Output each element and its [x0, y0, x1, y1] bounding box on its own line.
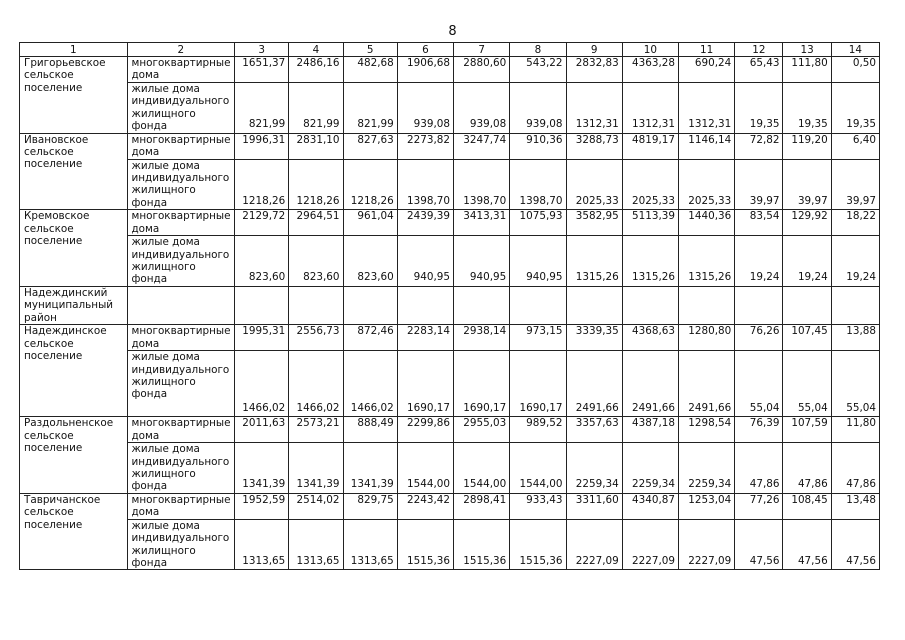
value-cell: 1466,02: [343, 351, 397, 417]
value-cell: 13,88: [831, 325, 879, 351]
settlement-name: Раздольненское сельское поселение: [20, 417, 128, 494]
table-row: [20, 236, 880, 287]
value-cell: 119,20: [783, 133, 831, 159]
value-cell: 1341,39: [235, 443, 289, 494]
value-cell: 5113,39: [622, 210, 678, 236]
table-row: [20, 519, 880, 570]
value-cell: 2227,09: [622, 519, 678, 570]
value-cell: 888,49: [343, 417, 397, 443]
value-cell: 76,26: [735, 325, 783, 351]
value-cell: 47,86: [831, 443, 879, 494]
value-cell: 482,68: [343, 57, 397, 83]
settlement-name: Тавричанское сельское поселение: [20, 493, 128, 570]
tariff-table: [19, 42, 880, 570]
value-cell: 1315,26: [566, 236, 622, 287]
empty-cell: [235, 286, 289, 324]
value-cell: 47,56: [831, 519, 879, 570]
value-cell: 933,43: [510, 493, 566, 519]
housing-type-label: жилые дома индивидуального жилищного фонда: [127, 159, 235, 210]
value-cell: 2273,82: [397, 133, 453, 159]
value-cell: 1313,65: [289, 519, 343, 570]
header-row: [20, 43, 880, 57]
housing-type-label: жилые дома индивидуального жилищного фонда: [127, 83, 235, 134]
value-cell: 940,95: [397, 236, 453, 287]
value-cell: 3288,73: [566, 133, 622, 159]
value-cell: 1906,68: [397, 57, 453, 83]
page-number: 8: [448, 24, 457, 39]
value-cell: 0,50: [831, 57, 879, 83]
column-header: 14: [831, 43, 879, 57]
value-cell: 1341,39: [289, 443, 343, 494]
column-header: 11: [679, 43, 735, 57]
empty-cell: [679, 286, 735, 324]
value-cell: 3311,60: [566, 493, 622, 519]
value-cell: 1515,36: [510, 519, 566, 570]
empty-cell: [343, 286, 397, 324]
settlement-name: Кремовское сельское поселение: [20, 210, 128, 287]
value-cell: 47,56: [783, 519, 831, 570]
value-cell: 827,63: [343, 133, 397, 159]
value-cell: 77,26: [735, 493, 783, 519]
value-cell: 19,24: [735, 236, 783, 287]
value-cell: 939,08: [397, 83, 453, 134]
value-cell: 19,35: [831, 83, 879, 134]
value-cell: 823,60: [343, 236, 397, 287]
value-cell: 3247,74: [454, 133, 510, 159]
value-cell: 2283,14: [397, 325, 453, 351]
column-header: 3: [235, 43, 289, 57]
column-header: 10: [622, 43, 678, 57]
table-row: [20, 159, 880, 210]
value-cell: 2955,03: [454, 417, 510, 443]
value-cell: 823,60: [289, 236, 343, 287]
value-cell: 1995,31: [235, 325, 289, 351]
value-cell: 1398,70: [454, 159, 510, 210]
value-cell: 1398,70: [510, 159, 566, 210]
value-cell: 55,04: [783, 351, 831, 417]
settlement-name: Надеждинское сельское поселение: [20, 325, 128, 417]
housing-type-label: жилые дома индивидуального жилищного фонда: [127, 236, 235, 287]
table-row: [20, 443, 880, 494]
value-cell: 2227,09: [566, 519, 622, 570]
table-row: [20, 133, 880, 159]
value-cell: 4363,28: [622, 57, 678, 83]
value-cell: 1298,54: [679, 417, 735, 443]
table-row: [20, 210, 880, 236]
value-cell: 55,04: [735, 351, 783, 417]
column-header: 1: [20, 43, 128, 57]
value-cell: 973,15: [510, 325, 566, 351]
value-cell: 2898,41: [454, 493, 510, 519]
value-cell: 940,95: [510, 236, 566, 287]
table-row: [20, 57, 880, 83]
value-cell: 2259,34: [566, 443, 622, 494]
value-cell: 1312,31: [622, 83, 678, 134]
value-cell: 13,48: [831, 493, 879, 519]
housing-type-label: многоквартирные дома: [127, 210, 235, 236]
value-cell: 1996,31: [235, 133, 289, 159]
value-cell: 108,45: [783, 493, 831, 519]
value-cell: 111,80: [783, 57, 831, 83]
value-cell: 1515,36: [397, 519, 453, 570]
table-row: [20, 417, 880, 443]
value-cell: 1146,14: [679, 133, 735, 159]
housing-type-label: многоквартирные дома: [127, 493, 235, 519]
value-cell: 2025,33: [566, 159, 622, 210]
settlement-name: Григорьевское сельское поселение: [20, 57, 128, 134]
value-cell: 872,46: [343, 325, 397, 351]
value-cell: 1466,02: [289, 351, 343, 417]
column-header: 2: [127, 43, 235, 57]
housing-type-label: многоквартирные дома: [127, 325, 235, 351]
value-cell: 940,95: [454, 236, 510, 287]
value-cell: 4340,87: [622, 493, 678, 519]
value-cell: 65,43: [735, 57, 783, 83]
value-cell: 2025,33: [679, 159, 735, 210]
value-cell: 2259,34: [679, 443, 735, 494]
value-cell: 4387,18: [622, 417, 678, 443]
column-header: 7: [454, 43, 510, 57]
housing-type-label: многоквартирные дома: [127, 57, 235, 83]
value-cell: 47,86: [783, 443, 831, 494]
value-cell: 2880,60: [454, 57, 510, 83]
value-cell: 1218,26: [289, 159, 343, 210]
settlement-name: Ивановское сельское поселение: [20, 133, 128, 210]
value-cell: 3413,31: [454, 210, 510, 236]
value-cell: 1651,37: [235, 57, 289, 83]
value-cell: 1218,26: [343, 159, 397, 210]
value-cell: 1312,31: [679, 83, 735, 134]
value-cell: 1315,26: [679, 236, 735, 287]
value-cell: 543,22: [510, 57, 566, 83]
district-row: [20, 286, 880, 324]
value-cell: 1313,65: [343, 519, 397, 570]
value-cell: 83,54: [735, 210, 783, 236]
housing-type-label: жилые дома индивидуального жилищного фонда: [127, 443, 235, 494]
empty-cell: [510, 286, 566, 324]
value-cell: 3357,63: [566, 417, 622, 443]
value-cell: 1690,17: [454, 351, 510, 417]
value-cell: 989,52: [510, 417, 566, 443]
value-cell: 2491,66: [566, 351, 622, 417]
value-cell: 2491,66: [679, 351, 735, 417]
value-cell: 1544,00: [397, 443, 453, 494]
value-cell: 39,97: [783, 159, 831, 210]
value-cell: 829,75: [343, 493, 397, 519]
value-cell: 19,35: [735, 83, 783, 134]
value-cell: 72,82: [735, 133, 783, 159]
value-cell: 2573,21: [289, 417, 343, 443]
value-cell: 2486,16: [289, 57, 343, 83]
table-row: [20, 83, 880, 134]
value-cell: 4368,63: [622, 325, 678, 351]
value-cell: 47,86: [735, 443, 783, 494]
value-cell: 1690,17: [397, 351, 453, 417]
value-cell: 821,99: [343, 83, 397, 134]
value-cell: 2964,51: [289, 210, 343, 236]
empty-cell: [735, 286, 783, 324]
housing-type-label: жилые дома индивидуального жилищного фонда: [127, 519, 235, 570]
value-cell: 2299,86: [397, 417, 453, 443]
value-cell: 129,92: [783, 210, 831, 236]
value-cell: 76,39: [735, 417, 783, 443]
value-cell: 39,97: [735, 159, 783, 210]
column-header: 4: [289, 43, 343, 57]
value-cell: 2514,02: [289, 493, 343, 519]
value-cell: 961,04: [343, 210, 397, 236]
value-cell: 1440,36: [679, 210, 735, 236]
value-cell: 1398,70: [397, 159, 453, 210]
value-cell: 910,36: [510, 133, 566, 159]
value-cell: 19,35: [783, 83, 831, 134]
value-cell: 2938,14: [454, 325, 510, 351]
value-cell: 823,60: [235, 236, 289, 287]
table-row: [20, 493, 880, 519]
value-cell: 4819,17: [622, 133, 678, 159]
empty-cell: [397, 286, 453, 324]
empty-cell: [127, 286, 235, 324]
value-cell: 19,24: [831, 236, 879, 287]
column-header: 12: [735, 43, 783, 57]
value-cell: 2259,34: [622, 443, 678, 494]
value-cell: 1280,80: [679, 325, 735, 351]
value-cell: 3582,95: [566, 210, 622, 236]
value-cell: 2025,33: [622, 159, 678, 210]
value-cell: 2243,42: [397, 493, 453, 519]
value-cell: 1690,17: [510, 351, 566, 417]
value-cell: 821,99: [235, 83, 289, 134]
empty-cell: [566, 286, 622, 324]
value-cell: 2832,83: [566, 57, 622, 83]
column-header: 8: [510, 43, 566, 57]
value-cell: 1315,26: [622, 236, 678, 287]
value-cell: 18,22: [831, 210, 879, 236]
column-header: 5: [343, 43, 397, 57]
housing-type-label: жилые дома индивидуального жилищного фонда: [127, 351, 235, 417]
value-cell: 6,40: [831, 133, 879, 159]
value-cell: 39,97: [831, 159, 879, 210]
column-header: 6: [397, 43, 453, 57]
value-cell: 821,99: [289, 83, 343, 134]
value-cell: 11,80: [831, 417, 879, 443]
column-header: 9: [566, 43, 622, 57]
value-cell: 1515,36: [454, 519, 510, 570]
empty-cell: [454, 286, 510, 324]
table-row: [20, 351, 880, 417]
value-cell: 1075,93: [510, 210, 566, 236]
value-cell: 1253,04: [679, 493, 735, 519]
value-cell: 1544,00: [454, 443, 510, 494]
housing-type-label: многоквартирные дома: [127, 133, 235, 159]
column-header: 13: [783, 43, 831, 57]
table-row: [20, 325, 880, 351]
value-cell: 1466,02: [235, 351, 289, 417]
district-name: Надеждинский муниципальный район: [20, 286, 128, 324]
value-cell: 3339,35: [566, 325, 622, 351]
value-cell: 47,56: [735, 519, 783, 570]
value-cell: 55,04: [831, 351, 879, 417]
value-cell: 19,24: [783, 236, 831, 287]
value-cell: 107,45: [783, 325, 831, 351]
value-cell: 2491,66: [622, 351, 678, 417]
value-cell: 2556,73: [289, 325, 343, 351]
value-cell: 1952,59: [235, 493, 289, 519]
value-cell: 939,08: [454, 83, 510, 134]
value-cell: 2011,63: [235, 417, 289, 443]
value-cell: 1218,26: [235, 159, 289, 210]
value-cell: 2129,72: [235, 210, 289, 236]
value-cell: 2227,09: [679, 519, 735, 570]
value-cell: 939,08: [510, 83, 566, 134]
value-cell: 1313,65: [235, 519, 289, 570]
value-cell: 1544,00: [510, 443, 566, 494]
value-cell: 2831,10: [289, 133, 343, 159]
value-cell: 690,24: [679, 57, 735, 83]
empty-cell: [783, 286, 831, 324]
value-cell: 1312,31: [566, 83, 622, 134]
housing-type-label: многоквартирные дома: [127, 417, 235, 443]
empty-cell: [289, 286, 343, 324]
value-cell: 1341,39: [343, 443, 397, 494]
value-cell: 107,59: [783, 417, 831, 443]
empty-cell: [831, 286, 879, 324]
empty-cell: [622, 286, 678, 324]
value-cell: 2439,39: [397, 210, 453, 236]
